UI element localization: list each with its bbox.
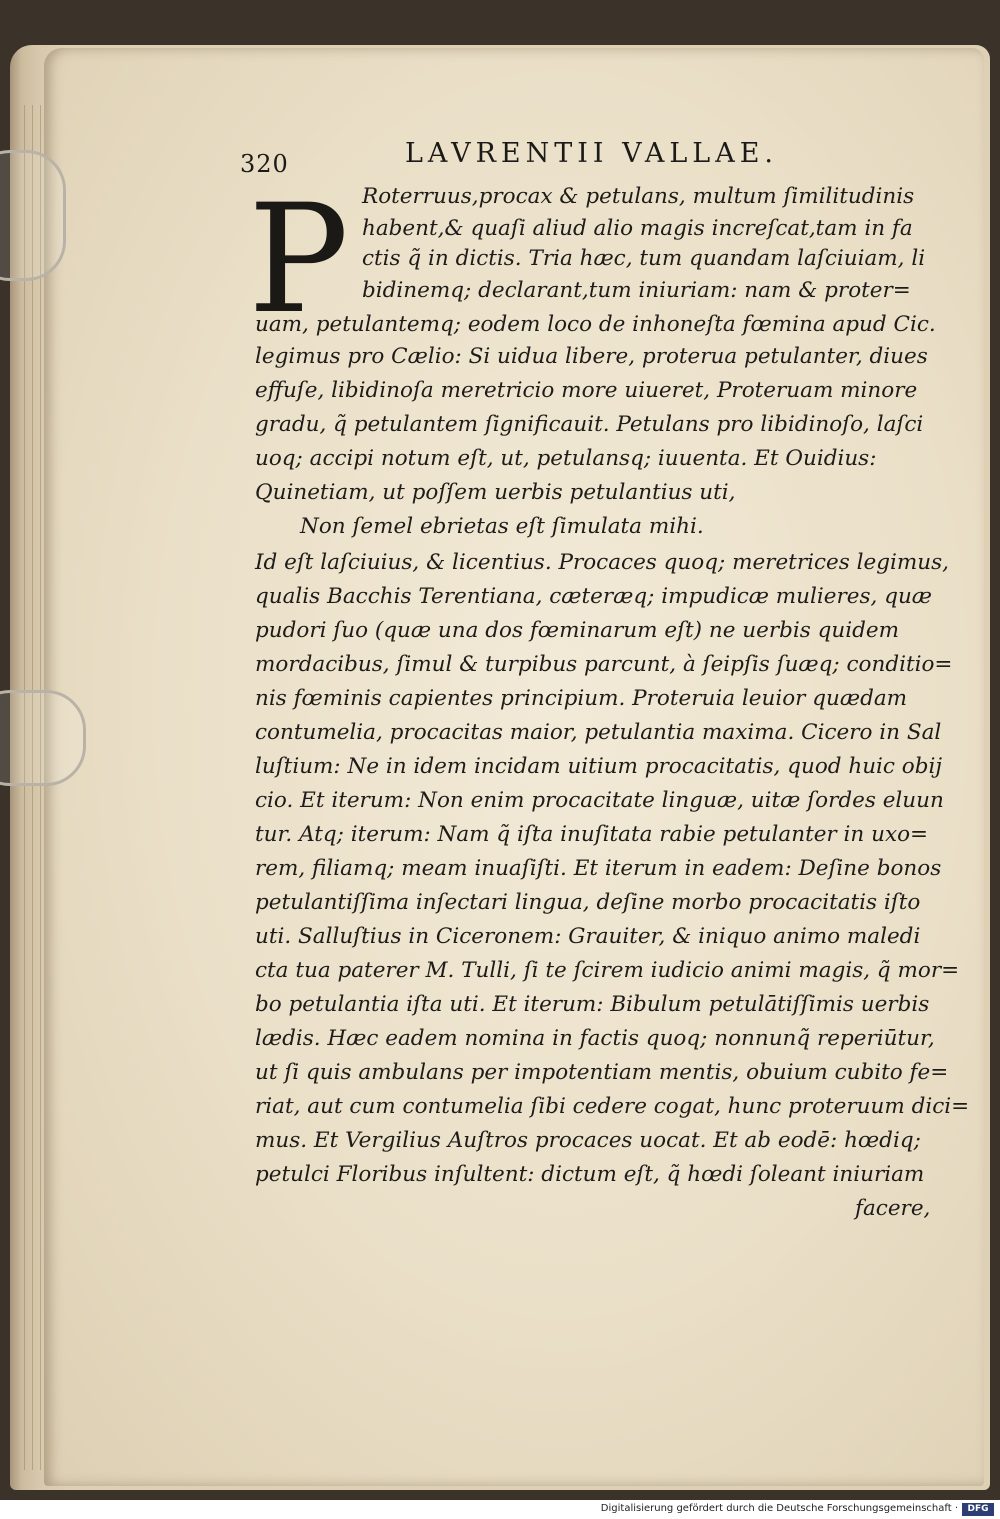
running-head	[240, 138, 800, 178]
text-line: Roterruus,procax & petulans, multum ſimilitudinis	[362, 184, 915, 209]
text-line: gradu, q̃ petulantem ſignificauit. Petulans pro libidinoſo, laſci	[255, 412, 924, 437]
book-clip	[0, 690, 86, 786]
text-line: contumelia, procacitas maior, petulantia maxima. Cicero in Sal	[255, 720, 942, 745]
text-line: habent,& quaſi aliud alio magis increſcat,tam in fa	[362, 216, 913, 241]
text-line: petulci Floribus inſultent: dictum eſt, q̃ hœdi ſoleant iniuriam	[255, 1162, 925, 1187]
text-line: bo petulantia iſta uti. Et iterum: Bibulum petulātiſſimis uerbis	[255, 992, 930, 1017]
text-line: uoq; accipi notum eſt, ut, petulansq; iuuenta. Et Ouidius:	[255, 446, 877, 471]
text-line: legimus pro Cælio: Si uidua libere, proterua petulanter, diues	[255, 344, 928, 369]
text-line: pudori ſuo (quæ una dos fœminarum eſt) ne uerbis quidem	[255, 618, 900, 643]
footer	[0, 1500, 1000, 1519]
text-line: luſtium: Ne in idem incidam uitium procacitatis, quod huic obij	[255, 754, 943, 779]
text-line: Id eſt laſciuius, & licentius. Procaces quoq; meretrices legimus,	[255, 550, 949, 575]
page-edge	[40, 105, 41, 1470]
text-line: mordacibus, ſimul & turpibus parcunt, à ſeipſis ſuæq; conditio=	[255, 652, 953, 677]
text-line: cta tua paterer M. Tulli, ſi te ſcirem iudicio animi magis, q̃ mor=	[255, 958, 960, 983]
text-line: rem, filiamq; meam inuaſiſti. Et iterum in eadem: Deſine bonos	[255, 856, 942, 881]
text-line: tur. Atq; iterum: Nam q̃ iſta inuſitata rabie petulanter in uxo=	[255, 822, 929, 847]
text-line: Quinetiam, ut poſſem uerbis petulantius uti,	[255, 480, 736, 505]
text-line: uti. Salluſtius in Ciceronem: Grauiter, & iniquo animo maledi	[255, 924, 921, 949]
text-line: nis fœminis capientes principium. Proteruia leuior quædam	[255, 686, 908, 711]
text-line: facere,	[855, 1196, 931, 1221]
text-line: bidinemq; declarant,tum iniuriam: nam & proter=	[362, 278, 911, 303]
text-line: effuſe, libidinoſa meretricio more uiueret, Proteruam minore	[255, 378, 918, 403]
text-line: mus. Et Vergilius Auſtros procaces uocat. Et ab eodē: hœdiq;	[255, 1128, 921, 1153]
drop-cap: P	[248, 173, 349, 347]
text-line: Non ſemel ebrietas eſt ſimulata mihi.	[300, 514, 704, 539]
text-line: ut ſi quis ambulans per impotentiam mentis, obuium cubito fe=	[255, 1060, 949, 1085]
text-line: lædis. Hæc eadem nomina in factis quoq; nonnunq̃ reperiūtur,	[255, 1026, 935, 1051]
funding-notice: Digitalisierung gefördert durch die Deutsche Forschungsgemeinschaft ·	[600, 1503, 958, 1514]
text-line: qualis Bacchis Terentiana, cæteræq; impudicæ mulieres, quæ	[255, 584, 933, 609]
text-line: ctis q̃ in dictis. Tria hæc, tum quandam laſciuiam, li	[362, 246, 926, 271]
book-clip	[0, 150, 66, 281]
page-edge	[32, 105, 33, 1470]
page-edge	[24, 105, 25, 1470]
text-line: petulantiſſima inſectari lingua, deſine morbo procacitatis iſto	[255, 890, 921, 915]
text-line: cio. Et iterum: Non enim procacitate linguæ, uitæ ſordes eluun	[255, 788, 944, 813]
header-title: LAVRENTII VALLAE.	[405, 138, 778, 169]
dfg-logo: DFG	[962, 1503, 994, 1516]
text-line: riat, aut cum contumelia ſibi cedere cogat, hunc proteruum dici=	[255, 1094, 970, 1119]
text-line: uam, petulantemq; eodem loco de inhoneſta fœmina apud Cic.	[255, 312, 936, 337]
page-number: 320	[240, 150, 289, 178]
